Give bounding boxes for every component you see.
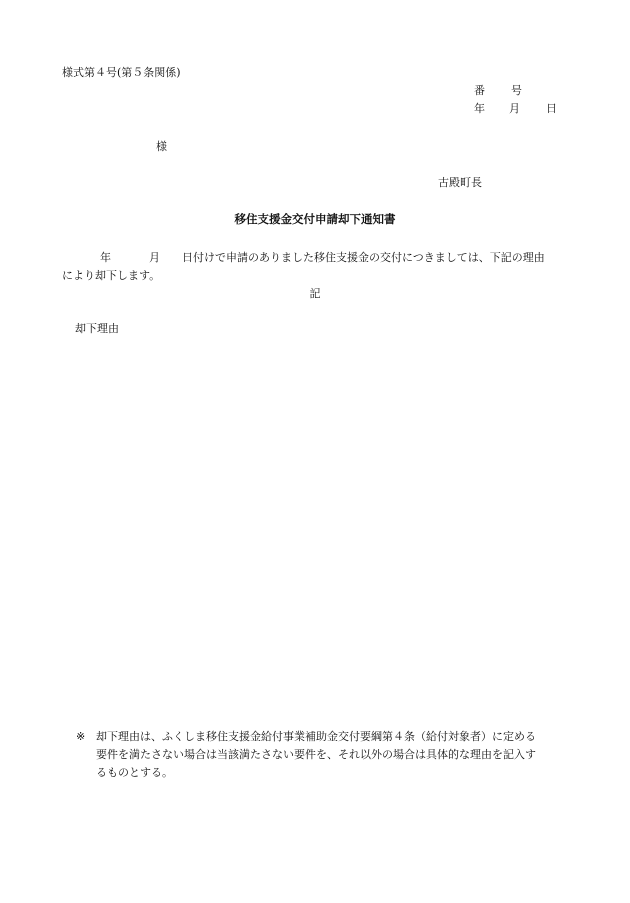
body-month-label: 月 [149,251,160,264]
ban-label: 番 [474,84,485,97]
ki-heading: 記 [309,287,321,300]
form-number: 様式第４号(第５条関係) [62,66,181,79]
document-number-row [474,84,522,98]
year-label: 年 [474,102,485,115]
rejection-reason-label: 却下理由 [75,322,119,335]
issue-date-row [474,102,557,116]
note-line-3: るものとする。 [96,766,173,779]
issuer-name: 古殿町長 [438,176,482,189]
note-line-1: 却下理由は、ふくしま移住支援金給付事業補助金交付要綱第４条（給付対象者）に定める [96,730,536,743]
body-year-label: 年 [100,251,111,264]
note-mark: ※ [76,730,86,743]
body-line-2: により却下します。 [62,269,161,282]
document-title: 移住支援金交付申請却下通知書 [234,212,396,226]
body-text-1: 日付けで申請のありました移住支援金の交付につきましては、下記の理由 [182,251,545,264]
month-label: 月 [509,102,520,115]
note-line-2: 要件を満たさない場合は当該満たさない要件を、それ以外の場合は具体的な理由を記入す [96,748,536,761]
day-label: 日 [546,102,557,115]
addressee-sama: 様 [156,140,167,153]
gou-label: 号 [511,84,522,97]
body-line-1 [62,251,545,265]
